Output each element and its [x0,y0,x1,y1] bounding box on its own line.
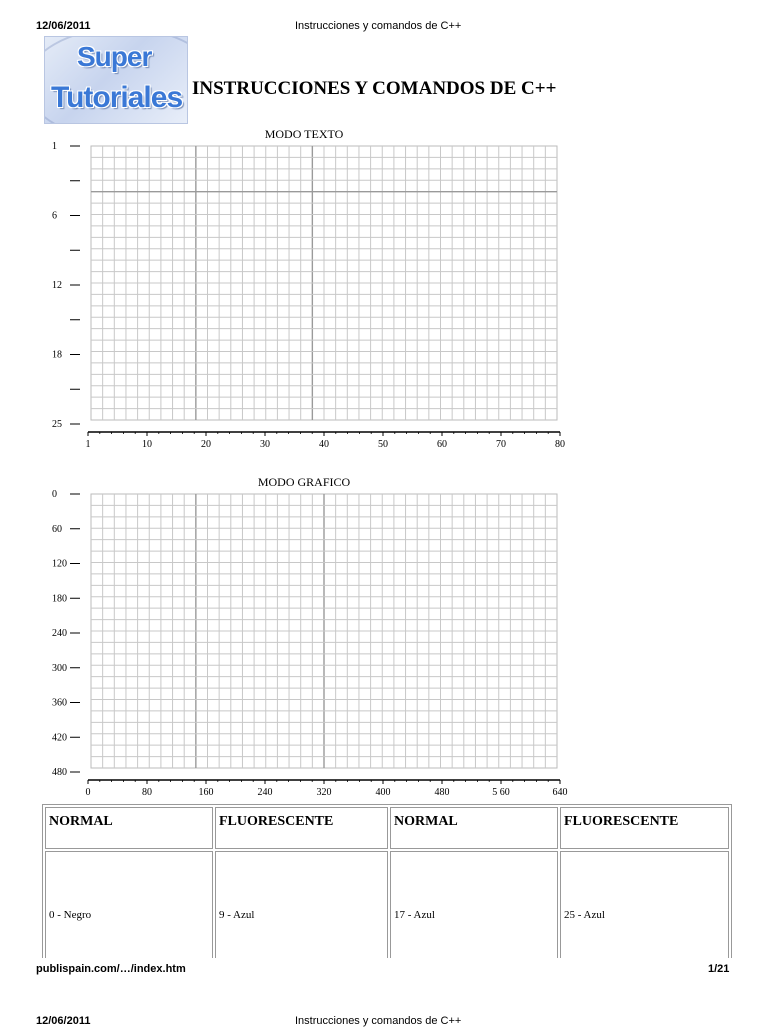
page-title: INSTRUCCIONES Y COMANDOS DE C++ [192,78,557,99]
x-tick-label: 5 60 [492,787,510,798]
super-tutoriales-logo [44,36,188,124]
x-tick-label: 30 [260,439,270,450]
y-tick-label: 1 [52,141,57,152]
next-header-date: 12/06/2011 [36,1015,91,1027]
y-tick-label: 360 [52,697,67,709]
y-tick-label: 60 [52,523,62,535]
y-tick-label: 18 [52,349,62,361]
x-tick-label: 40 [319,439,329,450]
x-tick-label: 400 [375,787,391,798]
y-tick-label: 240 [52,628,67,639]
header-normal-2: NORMAL [390,807,558,849]
x-tick-label: 20 [201,439,211,450]
x-tick-label: 640 [552,787,568,798]
header-normal-1: NORMAL [45,807,213,849]
modo-grafico-chart [0,472,768,802]
y-tick-label: 300 [52,662,67,674]
y-tick-label: 420 [52,732,67,744]
logo-line2: Tutoriales [51,81,183,114]
x-tick-label: 70 [496,439,506,450]
color-list-col-3 [560,851,729,958]
x-tick-label: 240 [257,787,273,798]
y-tick-label: 25 [52,419,62,430]
next-header-doc-title: Instrucciones y comandos de C++ [295,1015,462,1027]
list-item: 9 - Azul [219,909,255,921]
x-tick-label: 80 [142,787,152,798]
color-table-header-row [45,807,729,849]
y-tick-label: 12 [52,280,62,291]
x-tick-label: 80 [555,439,565,450]
logo-line1: Super [77,41,152,72]
color-table-body-row [45,851,729,958]
x-tick-label: 160 [198,787,214,798]
y-tick-label: 180 [52,593,67,605]
list-item: 0 - Negro [49,909,92,921]
y-tick-label: 120 [52,558,67,570]
chart-title: MODO TEXTO [264,127,344,141]
header-doc-title: Instrucciones y comandos de C++ [295,20,462,32]
header-date: 12/06/2011 [36,20,91,32]
header-fluorescente-2: FLUORESCENTE [560,807,729,849]
chart-title: MODO GRAFICO [257,475,351,489]
x-tick-label: 10 [142,439,152,450]
footer-url[interactable]: publispain.com/…/index.htm [36,963,186,975]
header-fluorescente-1: FLUORESCENTE [215,807,388,849]
color-list-col-0 [45,851,213,958]
x-tick-label: 320 [316,787,332,798]
x-tick-label: 0 [85,787,91,798]
x-tick-label: 50 [378,439,388,450]
list-item: 25 - Azul [564,909,605,921]
color-list-col-1 [215,851,388,958]
y-tick-label: 480 [52,767,67,778]
footer-page-number: 1/21 [708,963,730,975]
x-tick-label: 480 [434,787,450,798]
list-item: 17 - Azul [394,909,435,921]
modo-texto-chart [0,124,768,454]
x-tick-label: 1 [85,439,91,450]
x-tick-label: 60 [437,439,447,450]
color-table [42,804,732,958]
y-tick-label: 0 [52,489,57,500]
y-tick-label: 6 [52,210,57,222]
color-list-col-2 [390,851,558,958]
